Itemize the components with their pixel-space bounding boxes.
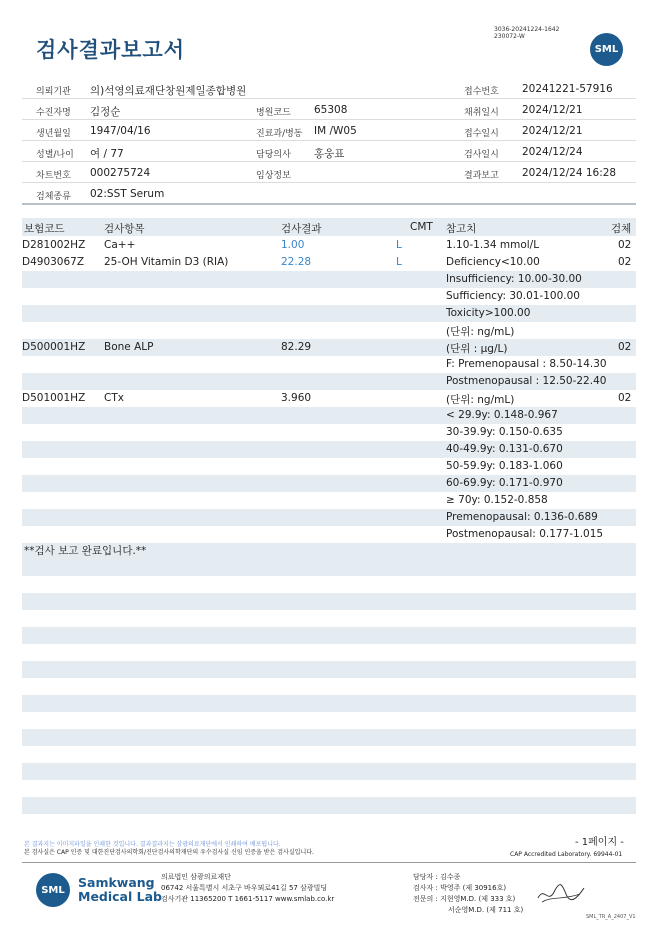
brand-name [78,876,162,904]
hospital-code-label: 병원코드 [256,108,291,118]
stripe [22,797,636,814]
table-row [22,441,636,458]
collect-date: 2024/12/21 [522,104,583,116]
cell-reference: Sufficiency: 30.01-100.00 [446,290,580,302]
birth-date: 1947/04/16 [90,125,151,137]
sex-age: 여 / 77 [90,148,124,160]
info-row [22,121,636,141]
cell-reference: 1.10-1.34 mmol/L [446,239,540,251]
cell-cmt: L [396,256,402,268]
cell-specimen: 02 [618,239,632,251]
col-reference: 참고치 [446,223,477,235]
completion-text: **검사 보고 완료입니다.** [24,545,147,557]
cell-reference: F: Premenopausal : 8.50-14.30 [446,358,607,370]
cap-accreditation: CAP Accredited Laboratory. 69944-01 [510,851,623,858]
cell-result: 82.29 [281,341,312,353]
table-row [22,509,636,526]
test-date-label: 검사일시 [464,150,499,160]
page-number: - 1페이지 - [575,837,624,848]
stripe [22,593,636,610]
cell-code: D4903067Z [22,256,85,268]
birth-label: 생년월일 [36,129,71,139]
col-cmt: CMT [410,221,433,233]
cell-reference: Postmenopausal: 0.177-1.015 [446,528,604,540]
stripe [22,627,636,644]
cell-item: CTx [104,392,124,404]
cell-result: 1.00 [281,239,305,251]
footer-divider [22,862,636,863]
signature-icon [536,880,586,906]
dept-label: 진료과/병동 [256,129,303,139]
stripe [22,763,636,780]
chart-no-label: 차트번호 [36,171,71,181]
cell-code: D501001HZ [22,392,86,404]
cell-reference: Deficiency<10.00 [446,256,540,268]
table-row [22,424,636,441]
hospital-code: 65308 [314,104,348,116]
chart-no: 000275724 [90,167,151,179]
table-row [22,390,636,407]
table-row [22,373,636,390]
table-row [22,526,636,543]
col-specimen: 검체 [611,223,632,235]
footer-note [24,841,314,857]
brand-line1: Samkwang [78,875,155,890]
col-item: 검사항목 [104,223,145,235]
sml-logo: SML [590,33,623,66]
clinical-label: 임상정보 [256,171,291,181]
cell-reference: 60-69.9y: 0.171-0.970 [446,477,563,489]
addr-line3: 검사기관 11365200 T 1661-5117 www.smlab.co.kr [161,895,335,903]
staff-line3: 전문의 : 지현영M.D. (제 333 호) [413,895,516,903]
receipt-no-label: 접수번호 [464,87,499,97]
table-row [22,271,636,288]
table-row [22,356,636,373]
report-title: 검사결과보고서 [36,38,186,62]
results-header [22,218,636,236]
staff-line2: 검사자 : 박영주 (제 30916호) [413,884,507,892]
staff-list [413,872,523,916]
form-version: SML_TR_A_2407_V1 [586,914,636,920]
dept: IM /W05 [314,125,357,137]
specimen-type-label: 검체종류 [36,192,71,202]
cell-specimen: 02 [618,392,632,404]
cell-result: 22.28 [281,256,312,268]
cell-reference: 40-49.9y: 0.131-0.670 [446,443,563,455]
cell-item: Bone ALP [104,341,154,353]
cell-reference: 30-39.9y: 0.150-0.635 [446,426,563,438]
col-result: 검사결과 [281,223,322,235]
table-row [22,458,636,475]
cell-item: 25-OH Vitamin D3 (RIA) [104,256,229,268]
stripe [22,559,636,576]
doctor: 홍웅표 [314,148,345,160]
report-date-label: 결과보고 [464,171,499,181]
staff-line1: 담당자 : 김수종 [413,873,461,881]
receipt-date-label: 접수일시 [464,129,499,139]
cell-specimen: 02 [618,341,632,353]
cell-reference: 50-59.9y: 0.183-1.060 [446,460,563,472]
cell-cmt: L [396,239,402,251]
request-org-label: 의뢰기관 [36,87,71,97]
cell-reference: Insufficiency: 10.00-30.00 [446,273,582,285]
table-row [22,254,636,271]
info-row [22,142,636,162]
patient-name: 김정순 [90,106,121,118]
table-row [22,339,636,356]
table-row [22,237,636,254]
receipt-date: 2024/12/21 [522,125,583,137]
cell-reference: (단위: ng/mL) [446,394,515,406]
table-row [22,407,636,424]
table-row [22,305,636,322]
table-row [22,475,636,492]
info-row [22,184,636,204]
cell-reference: < 29.9y: 0.148-0.967 [446,409,558,421]
document-code [494,26,559,40]
table-row [22,492,636,509]
patient-label: 수진자명 [36,108,71,118]
brand-line2: Medical Lab [78,889,162,904]
test-date: 2024/12/24 [522,146,583,158]
cell-item: Ca++ [104,239,136,251]
cell-specimen: 02 [618,256,632,268]
addr-line1: 의료법인 삼광의료재단 [161,873,231,881]
cell-code: D281002HZ [22,239,86,251]
stripe [22,729,636,746]
staff-line4: 서순영M.D. (제 711 호) [448,906,524,914]
doctor-label: 담당의사 [256,150,291,160]
report-date: 2024/12/24 16:28 [522,167,617,179]
col-code: 보험코드 [24,223,65,235]
footer-note-line1: 본 결과지는 이미지파일을 인쇄한 것입니다. 결과결과지는 삼광의료재단에서 인쇄하여 배포됩니다. [24,841,281,848]
info-row [22,163,636,183]
cell-reference: ≥ 70y: 0.152-0.858 [446,494,548,506]
receipt-no: 20241221-57916 [522,83,613,95]
cell-reference: Premenopausal: 0.136-0.689 [446,511,598,523]
cell-reference: (단위 : µg/L) [446,343,508,355]
table-row [22,288,636,305]
cell-reference: Toxicity>100.00 [446,307,531,319]
stripe [22,661,636,678]
collect-date-label: 채취일시 [464,108,499,118]
divider [22,203,636,205]
document-code-line2: 230072-W [494,33,525,40]
table-row [22,322,636,339]
stripe [22,695,636,712]
cell-result: 3.960 [281,392,312,404]
cell-reference: Postmenopausal : 12.50-22.40 [446,375,607,387]
document-code-line1: 3036-20241224-1642 [494,26,560,33]
cell-code: D500001HZ [22,341,86,353]
footer-note-line2: 본 검사실은 CAP 인증 및 대한진단검사의학회/진단검사의학재단의 우수검사실 신임 인증을 받은 검사실입니다. [24,849,314,856]
addr-line2: 06742 서울특별시 서초구 바우뫼로41길 57 삼광빌딩 [161,884,328,892]
sex-age-label: 성별/나이 [36,150,74,160]
info-row [22,100,636,120]
request-org: 의)석영의료재단창원제일종합병원 [90,85,247,97]
specimen-type: 02:SST Serum [90,188,165,200]
sml-footer-logo: SML [36,873,70,907]
info-row [22,79,636,99]
lab-address [161,872,334,905]
cell-reference: (단위: ng/mL) [446,326,515,338]
